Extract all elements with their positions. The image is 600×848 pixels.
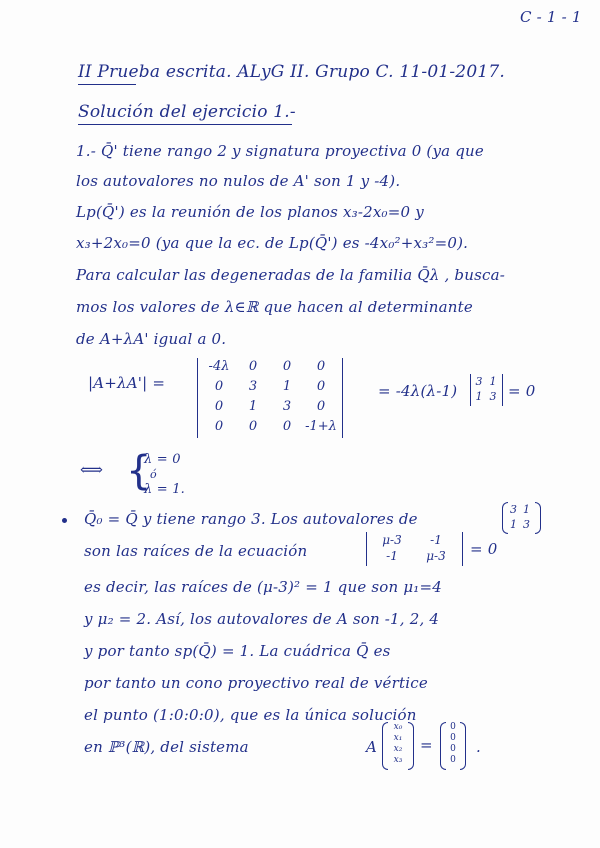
determinant-lhs: |A+λA'| = (88, 374, 166, 392)
text-line-6: mos los valores de λ∈ℝ que hacen al determinante (76, 298, 473, 316)
equivalence-symbol: ⟺ (80, 460, 104, 479)
det-cell: 1 (248, 398, 258, 414)
system-lhs: A (366, 738, 378, 756)
page-reference: C - 1 - 1 (520, 8, 582, 26)
det-cell: -4λ (208, 358, 230, 374)
determinant-matrix (202, 356, 338, 436)
text-line-2: los autovalores no nulos de A' son 1 y -4). (76, 172, 401, 190)
var-x2: x₂ (393, 744, 403, 754)
paren-right (535, 502, 541, 534)
bullet-line-7: el punto (1:0:0:0), que es la única solución (84, 706, 417, 724)
char-end: = 0 (470, 540, 498, 558)
header-underline (78, 84, 136, 85)
char-matrix (370, 532, 458, 564)
bullet-line-2: son las raíces de la ecuación (84, 542, 308, 560)
determinant-rhs: = -4λ(λ-1) (378, 382, 458, 400)
system-zero-vector (447, 722, 459, 766)
det-cell: 0 (316, 378, 326, 394)
char-cell: μ-3 (382, 533, 402, 547)
det-cell: 0 (282, 418, 292, 434)
solution-1: λ = 0 (144, 452, 181, 467)
bullet-line-5: y por tanto sp(Q̄) = 1. La cuádrica Q̄ es (84, 642, 391, 660)
var-x3: x₃ (393, 755, 403, 765)
var-x0: x₀ (393, 722, 403, 732)
zero-paren-left (440, 722, 446, 770)
system-paren-right (408, 722, 414, 770)
det-cell: 0 (282, 358, 292, 374)
system-equals: = (420, 736, 433, 754)
char-cell: μ-3 (426, 549, 446, 563)
det-cell: -1+λ (305, 418, 337, 434)
zero-cell: 0 (450, 733, 456, 743)
eigen-matrix (507, 502, 533, 532)
text-line-4: x₃+2x₀=0 (ya que la ec. de Lp(Q̄') es -4x₀²+x₃²=0). (76, 234, 469, 252)
char-bar-right (462, 532, 463, 566)
small-det-cell: 1 (475, 390, 483, 403)
bullet-line-8: en ℙ³(ℝ), del sistema (84, 738, 249, 756)
det-cell: 0 (214, 418, 224, 434)
bullet-line-6: por tanto un cono proyectivo real de vértice (84, 674, 428, 692)
det-cell: 0 (214, 398, 224, 414)
brace-icon: { (126, 448, 152, 494)
final-period: . (476, 738, 481, 756)
bullet-line-4: y μ₂ = 2. Así, los autovalores de A son -1, 2, 4 (84, 610, 440, 628)
det-cell: 3 (248, 378, 258, 394)
det-cell: 0 (248, 418, 258, 434)
bullet-line-1: Q̄₀ = Q̄ y tiene rango 3. Los autovalores de (84, 510, 418, 528)
solution-or: ó (150, 468, 157, 481)
small-det-cell: 3 (475, 375, 483, 388)
small-det-cell: 1 (489, 375, 497, 388)
eig-cell: 1 (510, 518, 517, 531)
char-cell: -1 (430, 533, 442, 547)
det-cell: 0 (248, 358, 258, 374)
eig-cell: 1 (523, 503, 530, 516)
determinant-end: = 0 (508, 382, 536, 400)
zero-cell: 0 (450, 744, 456, 754)
small-det-cell: 3 (489, 390, 497, 403)
var-x1: x₁ (393, 733, 403, 743)
title-underline (78, 124, 292, 125)
det-cell: 0 (214, 378, 224, 394)
bullet-icon (62, 518, 67, 523)
text-line-5: Para calcular las degeneradas de la familia Q̄λ , busca- (76, 266, 506, 284)
eig-cell: 3 (523, 518, 530, 531)
solution-title: Solución del ejercicio 1.- (78, 102, 296, 122)
text-line-1: 1.- Q̄' tiene rango 2 y signatura proyectiva 0 (ya que (76, 142, 484, 160)
det-bar-left (197, 358, 198, 438)
small-determinant (472, 374, 500, 404)
exam-header: II Prueba escrita. ALyG II. Grupo C. 11-01-2017. (78, 62, 505, 82)
text-line-7: de A+λA' igual a 0. (76, 330, 227, 348)
char-cell: -1 (386, 549, 398, 563)
det-cell: 3 (282, 398, 292, 414)
text-line-3: Lp(Q̄') es la reunión de los planos x₃-2x₀=0 y (76, 203, 424, 221)
eig-cell: 3 (510, 503, 517, 516)
system-paren-left (382, 722, 388, 770)
bullet-line-3: es decir, las raíces de (μ-3)² = 1 que son μ₁=4 (84, 578, 443, 596)
char-bar-left (366, 532, 367, 566)
det-cell: 1 (282, 378, 292, 394)
zero-paren-right (460, 722, 466, 770)
small-det-bar-right (502, 374, 503, 406)
system-vars (389, 722, 407, 766)
zero-cell: 0 (450, 755, 456, 765)
det-cell: 0 (316, 358, 326, 374)
zero-cell: 0 (450, 722, 456, 732)
solution-2: λ = 1. (144, 482, 185, 497)
det-cell: 0 (316, 398, 326, 414)
det-bar-right (342, 358, 343, 438)
